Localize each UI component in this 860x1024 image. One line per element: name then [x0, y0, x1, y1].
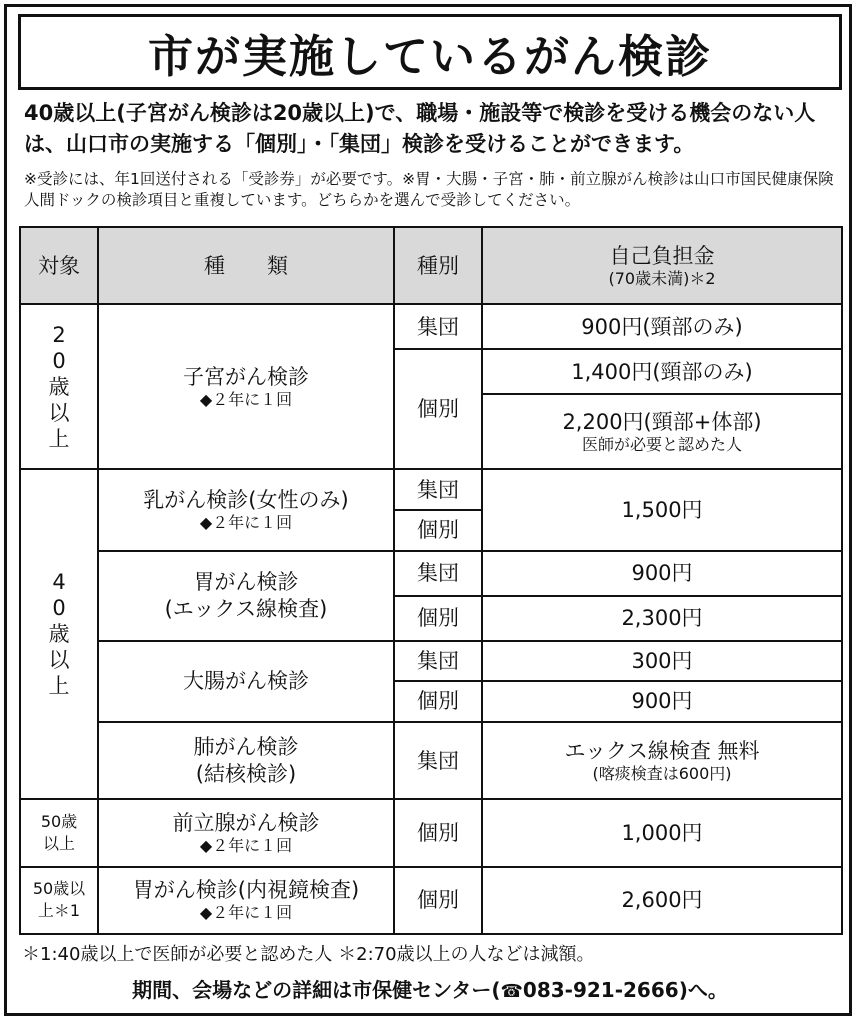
- type-cell: 集団: [394, 304, 482, 349]
- kind-cell: 乳がん検診(女性のみ) ◆２年に１回: [98, 469, 394, 550]
- header-type: 種別: [394, 227, 482, 304]
- page-title: 市が実施しているがん検診: [18, 14, 842, 90]
- header-target: 対象: [20, 227, 98, 304]
- header-cost: 自己負担金 (70歳未満)＊2: [482, 227, 842, 304]
- table-row: [20, 799, 842, 866]
- intro-text: 40歳以上(子宮がん検診は20歳以上)で、職場・施設等で検診を受ける機会のない人は、山口市の実施する「個別」・「集団」検診を受けることができます。: [24, 101, 816, 156]
- cost-cell: 1,400円(頸部のみ): [482, 349, 842, 394]
- cost-cell: エックス線検査 無料 (喀痰検査は600円): [482, 722, 842, 799]
- target-cell: 40歳以上: [20, 469, 98, 799]
- kind-cell: 胃がん検診 (エックス線検査): [98, 551, 394, 641]
- cost-cell: 1,000円: [482, 799, 842, 866]
- table-row: [20, 304, 842, 349]
- note-text: ※受診には、年1回送付される「受診券」が必要です。※胃・大腸・子宮・肺・前立腺がん検診は山口市国民健康保険人間ドックの検診項目と重複しています。どちらかを選んで受診してください。: [24, 170, 834, 209]
- screening-table: [19, 226, 843, 935]
- type-cell: 個別: [394, 510, 482, 551]
- target-cell: 50歳以上: [20, 799, 98, 866]
- type-cell: 集団: [394, 722, 482, 799]
- table-row: [20, 722, 842, 799]
- cost-cell: 300円: [482, 641, 842, 682]
- contact-text: 期間、会場などの詳細は市保健センター(: [132, 978, 501, 1002]
- cost-cell: 900円: [482, 681, 842, 722]
- contact-line: [0, 974, 860, 1003]
- kind-cell: 肺がん検診 (結核検診): [98, 722, 394, 799]
- type-cell: 集団: [394, 469, 482, 510]
- phone-icon: ☎: [500, 981, 523, 1002]
- type-cell: 個別: [394, 681, 482, 722]
- cost-cell: 900円(頸部のみ): [482, 304, 842, 349]
- contact-suffix: )へ。: [678, 978, 728, 1002]
- cost-cell: 2,300円: [482, 596, 842, 641]
- table-row: [20, 641, 842, 682]
- kind-cell: 大腸がん検診: [98, 641, 394, 722]
- cost-cell: 900円: [482, 551, 842, 596]
- type-cell: 個別: [394, 867, 482, 934]
- type-cell: 個別: [394, 799, 482, 866]
- type-cell: 集団: [394, 641, 482, 682]
- table-row: [20, 867, 842, 934]
- header-kind: 種 類: [98, 227, 394, 304]
- table-row: [20, 469, 842, 510]
- type-cell: 個別: [394, 596, 482, 641]
- cost-cell: 2,600円: [482, 867, 842, 934]
- target-cell: 20歳以上: [20, 304, 98, 469]
- phone-number: 083-921-2666: [522, 978, 679, 1002]
- footnote: ＊1:40歳以上で医師が必要と認めた人 ＊2:70歳以上の人などは減額。: [22, 944, 595, 965]
- kind-cell: 子宮がん検診 ◆２年に１回: [98, 304, 394, 469]
- cost-cell: 2,200円(頸部+体部) 医師が必要と認めた人: [482, 394, 842, 469]
- cost-cell: 1,500円: [482, 469, 842, 550]
- target-cell: 50歳以上＊1: [20, 867, 98, 934]
- table-header-row: [20, 227, 842, 304]
- type-cell: 個別: [394, 349, 482, 469]
- type-cell: 集団: [394, 551, 482, 596]
- table-row: [20, 551, 842, 596]
- kind-cell: 胃がん検診(内視鏡検査) ◆２年に１回: [98, 867, 394, 934]
- kind-cell: 前立腺がん検診 ◆２年に１回: [98, 799, 394, 866]
